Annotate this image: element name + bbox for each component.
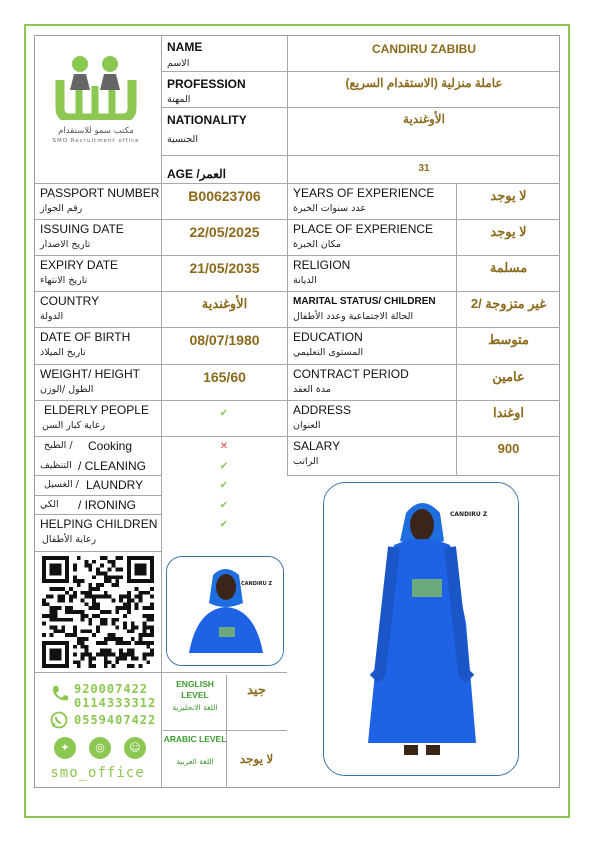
left-field-value: 08/07/1980 [189, 332, 260, 348]
full-body-photo-icon [324, 483, 519, 776]
right-field-value: اوغندا [492, 405, 525, 420]
right-field-label: ADDRESS [293, 403, 352, 417]
left-field-value: 22/05/2025 [189, 224, 260, 240]
right-field-label: SALARY [293, 439, 341, 453]
left-field-label-ar: الطول /الوزن [40, 384, 94, 395]
left-field-label-ar: تاريخ الاصدار [40, 239, 91, 250]
nationality-label: NATIONALITY [167, 113, 247, 127]
skill-mark: ✕ [219, 441, 229, 452]
right-field-label-ar: الحالة الاجتماعية وعدد الأطفال [293, 311, 414, 322]
qr-code[interactable] [42, 556, 154, 668]
left-field-label: DATE OF BIRTH [40, 330, 131, 344]
snapchat-icon[interactable]: ☺ [124, 737, 146, 759]
right-field-value: مسلمة [489, 260, 528, 275]
agency-logo [52, 50, 140, 146]
nationality-value: الأوغندية [403, 112, 445, 126]
skill-label-ar: الطبخ / [44, 440, 73, 451]
age-value: 31 [418, 163, 430, 174]
right-field-label: PLACE OF EXPERIENCE [293, 222, 434, 236]
right-field-label: EDUCATION [293, 330, 363, 344]
left-field-label: COUNTRY [40, 294, 100, 308]
skill-mark: ✔ [219, 480, 229, 491]
left-field-label-ar: تاريخ الانتهاء [40, 275, 88, 286]
arabic-level-value: لا يوجد [239, 752, 274, 766]
skill-mark: ✔ [219, 519, 229, 530]
left-field-label: WEIGHT/ HEIGHT [40, 367, 140, 381]
left-field-value: الأوغندية [201, 296, 248, 311]
left-field-label: PASSPORT NUMBER [40, 186, 160, 200]
left-field-label-ar: تاريخ الميلاد [40, 347, 86, 358]
portrait-photo-card [166, 556, 284, 666]
skill-label: HELPING CHILDREN [40, 517, 158, 531]
left-field-value: B00623706 [188, 188, 261, 204]
portrait-photo-icon [167, 557, 284, 666]
profession-value: عاملة منزلية (الاستقدام السريع) [345, 76, 503, 90]
logo-figures-icon [52, 50, 140, 120]
left-field-label-ar: الدولة [40, 311, 64, 322]
agency-handle[interactable]: smo_office [50, 765, 145, 781]
profession-label-ar: المهنة [167, 94, 191, 105]
skill-label-ar: الكي [40, 499, 59, 510]
right-field-value: عامين [492, 369, 525, 384]
left-field-label: ISSUING DATE [40, 222, 124, 236]
skill-label: Cooking [88, 439, 133, 453]
qr-code-icon [42, 556, 154, 668]
skill-mark: ✔ [219, 500, 229, 511]
phone-2[interactable]: 0114333312 [74, 696, 157, 710]
instagram-icon[interactable]: ◎ [89, 737, 111, 759]
nationality-label-ar: الجنسية [167, 134, 198, 145]
agency-name-en: SMO Recruitment office [52, 138, 140, 144]
name-label-ar: الاسم [167, 58, 190, 69]
right-field-label: YEARS OF EXPERIENCE [293, 186, 435, 200]
english-level-label: ENGLISH LEVEL [176, 679, 214, 700]
skill-mark: ✔ [219, 408, 229, 419]
arabic-level-label: ARABIC LEVEL [163, 734, 227, 744]
right-field-value: غير متزوجة /2 [470, 296, 547, 311]
right-field-value: متوسط [488, 332, 529, 347]
right-field-value: 900 [497, 441, 520, 456]
arabic-level-label-ar: اللغة العربية [176, 757, 214, 766]
skill-label: / CLEANING [78, 459, 147, 473]
english-level-value: جيد [247, 682, 266, 697]
right-field-label-ar: مدة العقد [293, 384, 331, 395]
skill-label-ar: الغسيل / [44, 479, 79, 490]
skill-label: LAUNDRY [86, 478, 144, 492]
right-field-label-ar: مكان الخبرة [293, 239, 341, 250]
phone-1[interactable]: 920007422 [74, 682, 149, 696]
profession-label: PROFESSION [167, 77, 246, 91]
right-field-value: لا يوجد [490, 224, 527, 239]
photo-tag-portrait: CANDIRU Z [241, 581, 273, 587]
phone-icon [50, 684, 70, 704]
skill-label-ar: رعاية كبار السن [42, 420, 106, 431]
twitter-icon[interactable]: ✦ [54, 737, 76, 759]
agency-name-ar: مكتب سمو للاستقدام [58, 126, 134, 136]
right-field-label: MARITAL STATUS/ CHILDREN [293, 296, 436, 307]
name-value: CANDIRU ZABIBU [372, 42, 476, 56]
skill-mark: ✔ [219, 461, 229, 472]
right-field-label-ar: العنوان [293, 420, 321, 431]
left-field-value: 21/05/2035 [189, 260, 260, 276]
right-field-value: لا يوجد [490, 188, 527, 203]
skill-label-ar: رعاية الأطفال [42, 534, 97, 545]
left-field-label: EXPIRY DATE [40, 258, 119, 272]
left-field-value: 165/60 [203, 369, 246, 385]
left-field-label-ar: رقم الجواز [40, 203, 83, 214]
right-field-label: RELIGION [293, 258, 351, 272]
english-level-label-ar: اللغة الانجليزية [172, 703, 218, 712]
skill-label: / IRONING [78, 498, 137, 512]
whatsapp-icon [50, 711, 68, 729]
skill-label-ar: التنظيف [40, 460, 72, 471]
right-field-label-ar: الراتب [293, 456, 319, 467]
name-label: NAME [167, 40, 203, 54]
right-field-label-ar: الديانة [293, 275, 317, 286]
skill-label: ELDERLY PEOPLE [44, 403, 149, 417]
photo-tag-full: CANDIRU Z [450, 511, 488, 518]
right-field-label-ar: المستوى التعليمي [293, 347, 364, 358]
age-label: AGE /العمر [167, 167, 227, 181]
right-field-label-ar: عدد سنوات الخبرة [293, 203, 366, 214]
whatsapp-number[interactable]: 0559407422 [74, 713, 157, 727]
right-field-label: CONTRACT PERIOD [293, 367, 409, 381]
full-photo-card [323, 482, 519, 776]
